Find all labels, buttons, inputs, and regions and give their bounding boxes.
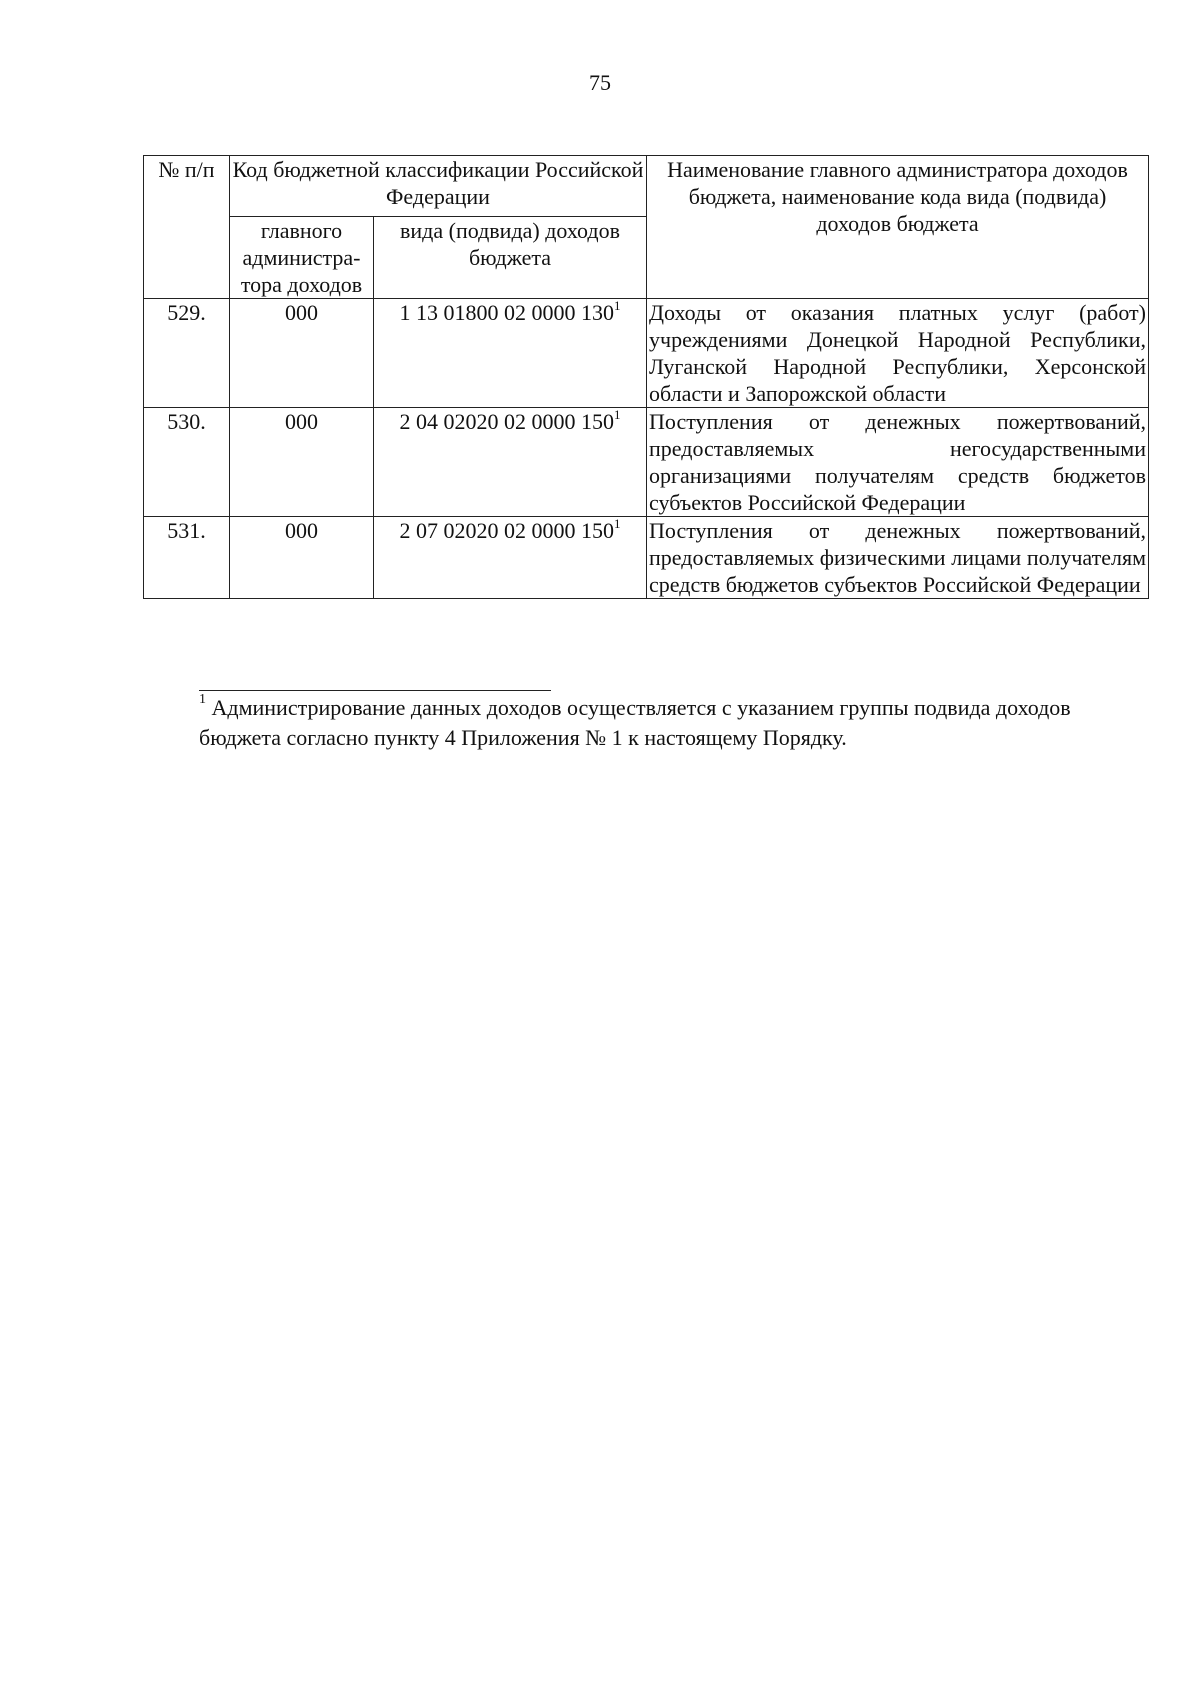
row-income-code-cell xyxy=(374,408,647,517)
header-admin-code: главного администра-тора доходов xyxy=(230,217,374,299)
header-name: Наименование главного администратора доходов бюджета, наименование кода вида (подвида) доходов бюджета xyxy=(647,156,1149,299)
page-number: 75 xyxy=(589,70,611,95)
footnote-mark: 1 xyxy=(199,691,206,707)
row-admin-code: 000 xyxy=(230,408,374,517)
header-number: № п/п xyxy=(144,156,230,299)
header-income-kind-code: вида (подвида) доходов бюджета xyxy=(374,217,647,299)
row-name: Поступления от денежных пожертвований, предоставляемых физическими лицами получателям средств бюджетов субъектов Российской Федерации xyxy=(647,517,1149,599)
row-number: 530. xyxy=(144,408,230,517)
budget-classification-table xyxy=(143,155,1149,599)
row-income-code: 2 07 02020 02 0000 150 xyxy=(399,518,614,543)
row-income-code: 2 04 02020 02 0000 150 xyxy=(399,409,614,434)
row-admin-code: 000 xyxy=(230,299,374,408)
table-row xyxy=(144,408,1149,517)
row-income-code-cell xyxy=(374,299,647,408)
footnote-ref: 1 xyxy=(614,297,621,313)
footnote-ref: 1 xyxy=(614,515,621,531)
row-income-code-cell xyxy=(374,517,647,599)
table-row xyxy=(144,299,1149,408)
row-name: Доходы от оказания платных услуг (работ) учреждениями Донецкой Народной Республики, Луганской Народной Республики, Херсонской области и Запорожской области xyxy=(647,299,1149,408)
row-name: Поступления от денежных пожертвований, предоставляемых негосударственными организациями получателям средств бюджетов субъектов Российской Федерации xyxy=(647,408,1149,517)
footnote-divider xyxy=(199,690,551,691)
row-admin-code: 000 xyxy=(230,517,374,599)
table-row xyxy=(144,517,1149,599)
row-number: 531. xyxy=(144,517,230,599)
header-code-group: Код бюджетной классификации Российской Федерации xyxy=(230,156,647,217)
footnote-text: Администрирование данных доходов осуществляется с указанием группы подвида доходов бюджета согласно пункту 4 Приложения № 1 к настоящему Порядку. xyxy=(199,695,1071,750)
footnote-ref: 1 xyxy=(614,406,621,422)
row-number: 529. xyxy=(144,299,230,408)
footnote xyxy=(199,693,1099,753)
row-income-code: 1 13 01800 02 0000 130 xyxy=(399,300,614,325)
